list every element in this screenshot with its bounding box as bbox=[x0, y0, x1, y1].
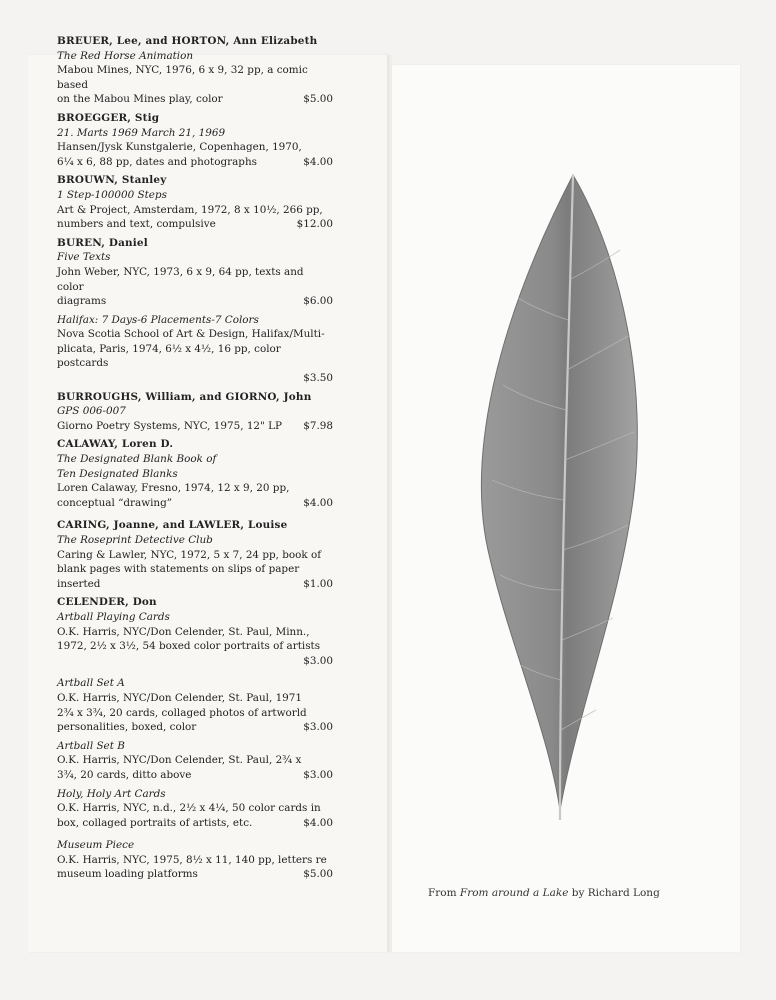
entry-title: Artball Set A bbox=[57, 677, 125, 690]
entry-detail: Loren Calaway, Fresno, 1974, 12 x 9, 20 pp, bbox=[57, 482, 290, 495]
entry-detail: diagrams bbox=[57, 295, 107, 308]
entry-price: $5.00 bbox=[303, 868, 333, 881]
entry-price: $3.50 bbox=[303, 372, 333, 385]
entry-detail: 3¾, 20 cards, ditto above bbox=[57, 768, 192, 781]
catalog-entry bbox=[57, 838, 333, 882]
entry-price: $4.00 bbox=[303, 496, 333, 509]
entry-detail: O.K. Harris, NYC, 1975, 8½ x 11, 140 pp, letters re bbox=[57, 853, 327, 866]
catalog-entry bbox=[57, 313, 333, 386]
entry-price: $5.00 bbox=[303, 93, 333, 106]
entry-detail: O.K. Harris, NYC, n.d., 2½ x 4¼, 50 color cards in bbox=[57, 802, 321, 815]
entry-detail: conceptual “drawing” bbox=[57, 496, 173, 509]
entry-detail: 6¼ x 6, 88 pp, dates and photographs bbox=[57, 155, 257, 168]
entry-detail: on the Mabou Mines play, color bbox=[57, 93, 223, 106]
entry-price: $6.00 bbox=[303, 295, 333, 308]
entry-title: Artball Playing Cards bbox=[57, 610, 170, 623]
entry-title: Halifax: 7 Days-6 Placements-7 Colors bbox=[57, 313, 259, 326]
entry-detail: Mabou Mines, NYC, 1976, 6 x 9, 32 pp, a comic based bbox=[57, 64, 308, 91]
entry-detail: plicata, Paris, 1974, 6½ x 4½, 16 pp, color postcards bbox=[57, 342, 281, 370]
entry-price: $12.00 bbox=[296, 218, 333, 231]
entry-artist: BROUWN, Stanley bbox=[57, 174, 167, 187]
entry-price: $4.00 bbox=[303, 155, 333, 168]
entry-price: $3.00 bbox=[303, 768, 333, 781]
entry-detail: blank pages with statements on slips of paper bbox=[57, 563, 300, 576]
catalog-entry bbox=[57, 173, 333, 231]
entry-title: Museum Piece bbox=[57, 839, 135, 852]
entry-title: GPS 006-007 bbox=[57, 405, 126, 418]
entry-price: $4.00 bbox=[303, 816, 333, 829]
entry-title: The Red Horse Animation bbox=[57, 49, 194, 62]
entry-price: $3.00 bbox=[303, 654, 333, 667]
entry-artist: BUREN, Daniel bbox=[57, 236, 148, 249]
entry-title: The Designated Blank Book of bbox=[57, 453, 217, 466]
catalog-entry bbox=[57, 739, 333, 783]
entry-price: $3.00 bbox=[303, 721, 333, 734]
caption-prefix: From bbox=[428, 887, 460, 899]
entry-artist: CELENDER, Don bbox=[57, 596, 157, 609]
entry-title: The Roseprint Detective Club bbox=[57, 534, 213, 546]
entry-detail: John Weber, NYC, 1973, 6 x 9, 64 pp, texts and color bbox=[57, 265, 304, 293]
entry-detail: Nova Scotia School of Art & Design, Halifax/Multi- bbox=[57, 328, 325, 341]
catalog-entry bbox=[57, 595, 333, 668]
catalog-entry bbox=[57, 390, 333, 434]
entry-title: Holy, Holy Art Cards bbox=[57, 787, 166, 800]
entry-artist: BREUER, Lee, and HORTON, Ann Elizabeth bbox=[57, 35, 318, 47]
entry-detail: numbers and text, compulsive bbox=[57, 218, 216, 231]
entry-title: Artball Set B bbox=[57, 739, 125, 752]
entry-detail: O.K. Harris, NYC/Don Celender, St. Paul, 2¾ x bbox=[57, 754, 302, 767]
entry-title: Ten Designated Blanks bbox=[57, 467, 178, 480]
entry-detail: O.K. Harris, NYC/Don Celender, St. Paul, Minn., bbox=[57, 625, 310, 638]
catalog-entry bbox=[57, 518, 333, 591]
catalog-entry bbox=[57, 236, 333, 309]
entry-title: Five Texts bbox=[57, 251, 111, 264]
catalog-entry bbox=[57, 437, 333, 510]
entry-title: 21. Marts 1969 March 21, 1969 bbox=[57, 126, 226, 139]
catalog-list bbox=[57, 34, 333, 882]
caption-title: From around a Lake bbox=[459, 887, 569, 899]
leaf-illustration bbox=[448, 170, 648, 830]
entry-detail: Giorno Poetry Systems, NYC, 1975, 12" LP bbox=[57, 419, 283, 432]
entry-detail: personalities, boxed, color bbox=[57, 721, 197, 734]
entry-detail: O.K. Harris, NYC/Don Celender, St. Paul, 1971 bbox=[57, 691, 303, 704]
entry-detail: Caring & Lawler, NYC, 1972, 5 x 7, 24 pp, book of bbox=[57, 548, 322, 561]
entry-detail: 2¾ x 3¾, 20 cards, collaged photos of artworld bbox=[57, 706, 307, 719]
entry-title: 1 Step-100000 Steps bbox=[57, 188, 167, 201]
entry-artist: CALAWAY, Loren D. bbox=[57, 438, 174, 451]
entry-detail: Hansen/Jysk Kunstgalerie, Copenhagen, 1970, bbox=[57, 141, 302, 154]
entry-detail: museum loading platforms bbox=[57, 868, 198, 881]
figure-caption bbox=[428, 887, 660, 899]
entry-detail: inserted bbox=[57, 577, 101, 590]
catalog-entry bbox=[57, 787, 333, 831]
entry-detail: 1972, 2½ x 3½, 54 boxed color portraits of artists bbox=[57, 640, 321, 653]
catalog-entry bbox=[57, 34, 333, 107]
catalog-entry bbox=[57, 676, 333, 734]
entry-detail: Art & Project, Amsterdam, 1972, 8 x 10½, 266 pp, bbox=[57, 203, 323, 216]
entry-price: $7.98 bbox=[303, 419, 333, 432]
catalog-entry bbox=[57, 111, 333, 169]
entry-artist: CARING, Joanne, and LAWLER, Louise bbox=[57, 519, 288, 532]
caption-suffix: by Richard Long bbox=[568, 887, 660, 899]
entry-artist: BURROUGHS, William, and GIORNO, John bbox=[57, 390, 312, 403]
entry-artist: BROEGGER, Stig bbox=[57, 111, 160, 124]
entry-detail: box, collaged portraits of artists, etc. bbox=[57, 816, 253, 829]
entry-price: $1.00 bbox=[303, 577, 333, 590]
